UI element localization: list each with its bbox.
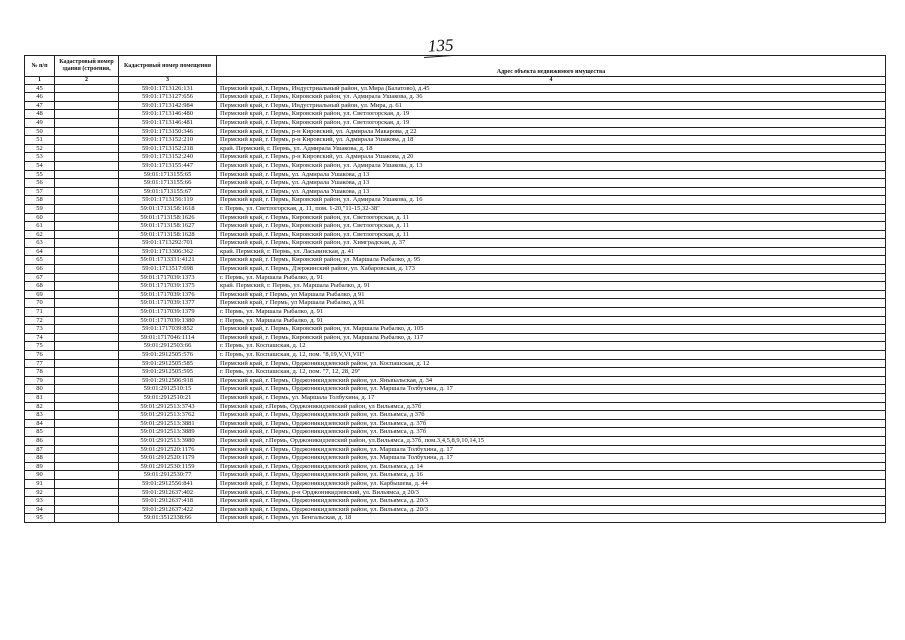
room-cadastral-cell: 59:01:2912505:585 [119,359,217,368]
room-cadastral-cell: 59:01:2912637:418 [119,497,217,506]
table-row [25,454,886,463]
row-number-cell: 93 [25,497,55,506]
row-number-cell: 46 [25,93,55,102]
building-cadastral-cell [55,273,119,282]
row-number-cell: 82 [25,402,55,411]
address-cell: Пермский край, г. Пермь, Орджоникидзевский район, ул. Яньвыльская, д. 34 [217,376,886,385]
address-cell: Пермский край, г. Пермь, Орджоникидзевский район, ул. Карбышева, д. 44 [217,479,886,488]
row-number-cell: 52 [25,144,55,153]
building-cadastral-cell [55,101,119,110]
address-cell: Пермский край, г. Пермь, Орджоникидзевский район, ул. Вильямса, д. 37б [217,428,886,437]
row-number-cell: 64 [25,247,55,256]
building-cadastral-cell [55,127,119,136]
room-cadastral-cell: 59:01:1713156:119 [119,196,217,205]
table-row [25,497,886,506]
address-cell: Пермский край, г. Пермь, ул. Адмирала Ушакова, д 13 [217,187,886,196]
table-row [25,204,886,213]
building-cadastral-cell [55,179,119,188]
row-number-cell: 59 [25,204,55,213]
building-cadastral-cell [55,393,119,402]
table-row [25,84,886,93]
building-cadastral-cell [55,93,119,102]
address-cell: Пермский край, г. Пермь, р-н Кировский, ул. Адмирала Ушакова, д 20 [217,153,886,162]
row-number-cell: 84 [25,419,55,428]
row-number-cell: 71 [25,308,55,317]
address-cell: Пермский край, г. Пермь, Орджоникидзевский район, ул. Вильямса, д. 20/3 [217,505,886,514]
room-cadastral-cell: 59:01:1713152:218 [119,144,217,153]
row-number-cell: 65 [25,256,55,265]
room-cadastral-cell: 59:01:1713127:656 [119,93,217,102]
building-cadastral-cell [55,299,119,308]
building-cadastral-cell [55,196,119,205]
table-row [25,411,886,420]
row-number-cell: 88 [25,454,55,463]
row-number-cell: 53 [25,153,55,162]
row-number-cell: 95 [25,514,55,523]
table-row [25,127,886,136]
row-number-cell: 63 [25,239,55,248]
address-cell: Пермский край, г. Пермь, Индустриальный район, ул.Мира (Балатово), д.45 [217,84,886,93]
table-row [25,239,886,248]
address-cell: Пермский край, г. Пермь, р-н Кировский, ул. Адмирала Ушакова, д 18 [217,136,886,145]
header-num: № п/п [25,56,55,77]
address-cell: Пермский край, г. Пермь, Кировский район, ул. Маршала Рыбалко, д. 95 [217,256,886,265]
register-body [25,84,886,522]
room-cadastral-cell: 59:01:1717039:852 [119,325,217,334]
row-number-cell: 75 [25,342,55,351]
room-cadastral-cell: 59:01:1713155:65 [119,170,217,179]
table-row [25,514,886,523]
building-cadastral-cell [55,436,119,445]
row-number-cell: 47 [25,101,55,110]
column-number: 2 [55,77,119,85]
address-cell: Пермский край, г. Пермь, Кировский район, ул. Светлогорская, д. 11 [217,230,886,239]
address-cell: Пермский край, г. Пермь, Кировский район, ул. Светлогорская, д. 19 [217,118,886,127]
row-number-cell: 57 [25,187,55,196]
table-row [25,273,886,282]
address-cell: край. Пермский, г. Пермь, ул. Адмирала Ушакова, д. 18 [217,144,886,153]
address-cell: г. Пермь, ул. Маршала Рыбалко, д. 91 [217,316,886,325]
row-number-cell: 67 [25,273,55,282]
building-cadastral-cell [55,333,119,342]
address-cell: Пермский край, г. Пермь, Орджоникидзевский район, ул. Маршала Толбухина, д. 17 [217,445,886,454]
building-cadastral-cell [55,84,119,93]
row-number-cell: 90 [25,471,55,480]
row-number-cell: 60 [25,213,55,222]
room-cadastral-cell: 59:01:1713292:701 [119,239,217,248]
room-cadastral-cell: 59:01:2912520:1179 [119,454,217,463]
building-cadastral-cell [55,351,119,360]
building-cadastral-cell [55,239,119,248]
room-cadastral-cell: 59:01:1713152:210 [119,136,217,145]
room-cadastral-cell: 59:01:2912513:3980 [119,436,217,445]
table-row [25,436,886,445]
address-cell: Пермский край, г. Пермь, Кировский район, ул. Адмирала Ушакова, д. 13 [217,161,886,170]
table-row [25,265,886,274]
building-cadastral-cell [55,479,119,488]
room-cadastral-cell: 59:01:2912505:595 [119,368,217,377]
column-number: 3 [119,77,217,85]
row-number-cell: 79 [25,376,55,385]
table-row [25,376,886,385]
room-cadastral-cell: 59:01:2912510:21 [119,393,217,402]
room-cadastral-cell: 59:01:1717046:1114 [119,333,217,342]
building-cadastral-cell [55,265,119,274]
room-cadastral-cell: 59:01:2912513:3743 [119,402,217,411]
building-cadastral-cell [55,376,119,385]
building-cadastral-cell [55,488,119,497]
room-cadastral-cell: 59:01:1713146:480 [119,110,217,119]
row-number-cell: 54 [25,161,55,170]
table-row [25,93,886,102]
row-number-cell: 89 [25,462,55,471]
address-cell: г. Пермь, ул. Коспашская, д. 12 [217,342,886,351]
row-number-cell: 91 [25,479,55,488]
room-cadastral-cell: 59:01:2912513:3881 [119,419,217,428]
building-cadastral-cell [55,368,119,377]
row-number-cell: 94 [25,505,55,514]
table-row [25,290,886,299]
address-cell: Пермский край, г. Пермь, Орджоникидзевский район, ул. Вильямса, д. 20/3 [217,497,886,506]
row-number-cell: 55 [25,170,55,179]
address-cell: Пермский край, г. Пермь, Кировский район, ул. Маршала Рыбалко, д. 105 [217,325,886,334]
address-cell: Пермский край, г. Пермь, ул. Маршала Толбухина, д. 17 [217,393,886,402]
row-number-cell: 70 [25,299,55,308]
address-cell: Пермский край, г. Пермь, ул. Бенгальская, д. 18 [217,514,886,523]
table-row [25,187,886,196]
table-row [25,462,886,471]
building-cadastral-cell [55,359,119,368]
address-cell: Пермский край, г.Пермь, Орджоникидзевский район, ул Вильямса, д.37б [217,402,886,411]
table-row [25,170,886,179]
building-cadastral-cell [55,161,119,170]
row-number-cell: 86 [25,436,55,445]
table-row [25,359,886,368]
row-number-cell: 69 [25,290,55,299]
address-cell: г. Пермь, ул. Светлогорская, д. 11, пом. 1-20,"11-15,32-38" [217,204,886,213]
room-cadastral-cell: 59:01:1713331:4121 [119,256,217,265]
room-cadastral-cell: 59:01:2912503:66 [119,342,217,351]
room-cadastral-cell: 59:01:1717039:1373 [119,273,217,282]
address-cell: Пермский край, г Пермь, ул Маршала Рыбалко, д 91 [217,290,886,299]
table-row [25,213,886,222]
property-register-table [24,55,886,523]
header-room-cadastral: Кадастровый номер помещения [119,56,217,77]
building-cadastral-cell [55,325,119,334]
building-cadastral-cell [55,402,119,411]
table-row [25,110,886,119]
row-number-cell: 45 [25,84,55,93]
building-cadastral-cell [55,118,119,127]
table-row [25,316,886,325]
row-number-cell: 56 [25,179,55,188]
address-cell: Пермский край, г.Пермь, Орджоникидзевский район, ул.Вильямса, д.37б, пом.3,4,5,8,9,10,14,15 [217,436,886,445]
address-cell: Пермский край, г. Пермь, Кировский район, ул. Светлогорская, д. 19 [217,110,886,119]
table-row [25,144,886,153]
row-number-cell: 49 [25,118,55,127]
address-cell: Пермский край, г. Пермь, Дзержинский район, ул. Хабаровская, д. 173 [217,265,886,274]
table-row [25,101,886,110]
room-cadastral-cell: 59:01:1713158:1626 [119,213,217,222]
table-row [25,488,886,497]
address-cell: Пермский край, г. Пермь, р-н Кировский, ул. Адмирала Макарова, д 22 [217,127,886,136]
row-number-cell: 92 [25,488,55,497]
room-cadastral-cell: 59:01:1717039:1380 [119,316,217,325]
room-cadastral-cell: 59:01:2912530:1159 [119,462,217,471]
room-cadastral-cell: 59:01:2912513:3762 [119,411,217,420]
address-cell: г. Пермь, ул. Маршала Рыбалко, д. 91 [217,308,886,317]
building-cadastral-cell [55,505,119,514]
building-cadastral-cell [55,316,119,325]
table-row [25,136,886,145]
table-row [25,256,886,265]
room-cadastral-cell: 59:01:1717039:1375 [119,282,217,291]
address-cell: Пермский край, г. Пермь, Кировский район, ул. Светлогорская, д. 11 [217,222,886,231]
table-row [25,471,886,480]
building-cadastral-cell [55,411,119,420]
building-cadastral-cell [55,153,119,162]
room-cadastral-cell: 59:01:1717039:1379 [119,308,217,317]
address-cell: Пермский край, г. Пермь, Индустриальный район, ул. Мира, д. 61 [217,101,886,110]
room-cadastral-cell: 59:01:1717039:1376 [119,290,217,299]
table-row [25,196,886,205]
room-cadastral-cell: 59:01:1713155:447 [119,161,217,170]
table-row [25,153,886,162]
address-cell: г. Пермь, ул. Коспашская, д. 12, пом. "7, 12, 28, 29" [217,368,886,377]
building-cadastral-cell [55,222,119,231]
address-cell: Пермский край, г. Пермь, Орджоникидзевский район, ул. Вильямса, д. 16 [217,471,886,480]
room-cadastral-cell: 59:01:2912505:576 [119,351,217,360]
row-number-cell: 48 [25,110,55,119]
table-row [25,308,886,317]
building-cadastral-cell [55,170,119,179]
room-cadastral-cell: 59:01:1713142:984 [119,101,217,110]
row-number-cell: 51 [25,136,55,145]
row-number-cell: 61 [25,222,55,231]
row-number-cell: 73 [25,325,55,334]
address-cell: Пермский край, г. Пермь, Орджоникидзевский район, ул. Коспашская, д. 12 [217,359,886,368]
table-row [25,118,886,127]
row-number-cell: 77 [25,359,55,368]
column-number: 1 [25,77,55,85]
address-cell: Пермский край, г. Пермь, Кировский район, ул. Адмирала Ушакова, д. 36 [217,93,886,102]
building-cadastral-cell [55,110,119,119]
row-number-cell: 85 [25,428,55,437]
room-cadastral-cell: 59:01:1713517:698 [119,265,217,274]
building-cadastral-cell [55,308,119,317]
room-cadastral-cell: 59:01:1713158:1628 [119,230,217,239]
table-row [25,222,886,231]
row-number-cell: 76 [25,351,55,360]
row-number-cell: 80 [25,385,55,394]
building-cadastral-cell [55,428,119,437]
address-cell: г. Пермь, ул. Коспашская, д. 12, пом. "8,19,V,VI,VII" [217,351,886,360]
page-number: 135 [427,35,454,56]
address-cell: Пермский край, г Пермь, ул Маршала Рыбалко, д 91 [217,299,886,308]
row-number-cell: 72 [25,316,55,325]
header-address: Адрес объекта недвижимого имущества [217,56,886,77]
table-row [25,161,886,170]
building-cadastral-cell [55,256,119,265]
building-cadastral-cell [55,497,119,506]
room-cadastral-cell: 59:01:1717039:1377 [119,299,217,308]
room-cadastral-cell: 59:01:1713126:131 [119,84,217,93]
row-number-cell: 58 [25,196,55,205]
room-cadastral-cell: 59:01:1713158:1618 [119,204,217,213]
row-number-cell: 66 [25,265,55,274]
address-cell: Пермский край, г. Пермь, ул. Адмирала Ушакова, д 13 [217,179,886,188]
address-cell: Пермский край, г. Пермь, Орджоникидзевский район, ул. Маршала Толбухина, д. 17 [217,454,886,463]
table-row [25,333,886,342]
row-number-cell: 62 [25,230,55,239]
row-number-cell: 81 [25,393,55,402]
building-cadastral-cell [55,136,119,145]
building-cadastral-cell [55,419,119,428]
table-row [25,325,886,334]
room-cadastral-cell: 59:01:2912530:77 [119,471,217,480]
table-row [25,247,886,256]
address-cell: край. Пермский, г. Пермь, ул. Маршала Рыбалко, д. 91 [217,282,886,291]
building-cadastral-cell [55,445,119,454]
building-cadastral-cell [55,144,119,153]
room-cadastral-cell: 59:01:1713306:362 [119,247,217,256]
table-row [25,179,886,188]
column-number: 4 [217,77,886,85]
building-cadastral-cell [55,454,119,463]
address-cell: Пермский край, г. Пермь, Кировский район, ул. Адмирала Ушакова, д. 16 [217,196,886,205]
room-cadastral-cell: 59:01:2912556:841 [119,479,217,488]
building-cadastral-cell [55,471,119,480]
building-cadastral-cell [55,342,119,351]
building-cadastral-cell [55,514,119,523]
table-row [25,479,886,488]
room-cadastral-cell: 59:01:2912510:15 [119,385,217,394]
address-cell: Пермский край, г. Пермь, Орджоникидзевский район, ул. Вильямса, д 37б [217,411,886,420]
address-cell: Пермский край, г. Пермь, Орджоникидзевский район, ул. Вильямса, д. 14 [217,462,886,471]
row-number-cell: 50 [25,127,55,136]
address-cell: г. Пермь, ул. Маршала Рыбалко, д. 91 [217,273,886,282]
row-number-cell: 83 [25,411,55,420]
room-cadastral-cell: 59:01:2912637:422 [119,505,217,514]
room-cadastral-cell: 59:01:1713158:1627 [119,222,217,231]
address-cell: Пермский край, г. Пермь, р-н Орджоникидзевский, ул. Вильямса, д 20/3 [217,488,886,497]
table-row [25,419,886,428]
table-row [25,402,886,411]
row-number-cell: 68 [25,282,55,291]
row-number-cell: 87 [25,445,55,454]
building-cadastral-cell [55,247,119,256]
row-number-cell: 74 [25,333,55,342]
room-cadastral-cell: 59:01:2912513:3889 [119,428,217,437]
building-cadastral-cell [55,290,119,299]
table-row [25,230,886,239]
room-cadastral-cell: 59:01:1713152:240 [119,153,217,162]
table-row [25,368,886,377]
table-row [25,351,886,360]
building-cadastral-cell [55,213,119,222]
room-cadastral-cell: 59:01:1713146:481 [119,118,217,127]
table-row [25,299,886,308]
building-cadastral-cell [55,187,119,196]
table-row [25,342,886,351]
address-cell: Пермский край, г. Пермь, Кировский район, ул. Маршала Рыбалко, д. 117 [217,333,886,342]
address-cell: Пермский край, г. Пермь, ул. Адмирала Ушакова, д 13 [217,170,886,179]
table-row [25,428,886,437]
table-row [25,393,886,402]
room-cadastral-cell: 59:01:1713155:67 [119,187,217,196]
building-cadastral-cell [55,282,119,291]
table-row [25,385,886,394]
table-row [25,282,886,291]
header-row [25,56,886,77]
address-cell: Пермский край, г. Пермь, Орджоникидзевский район, ул. Вильямса, д. 37б [217,419,886,428]
room-cadastral-cell: 59:01:3512338:66 [119,514,217,523]
building-cadastral-cell [55,230,119,239]
column-number-row [25,77,886,85]
room-cadastral-cell: 59:01:2912637:402 [119,488,217,497]
room-cadastral-cell: 59:01:1713155:66 [119,179,217,188]
room-cadastral-cell: 59:01:2912520:1176 [119,445,217,454]
address-cell: Пермский край, г. Пермь, Орджоникидзевский район, ул. Маршала Толбухина, д. 17 [217,385,886,394]
header-building-cadastral: Кадастровый номер здания (строения, [55,56,119,77]
building-cadastral-cell [55,385,119,394]
address-cell: Пермский край, г. Пермь, Кировский район, ул. Светлогорская, д. 11 [217,213,886,222]
building-cadastral-cell [55,204,119,213]
table-row [25,505,886,514]
room-cadastral-cell: 59:01:1713150:346 [119,127,217,136]
table-row [25,445,886,454]
room-cadastral-cell: 59:01:2912506:918 [119,376,217,385]
row-number-cell: 78 [25,368,55,377]
address-cell: край. Пермский, г. Пермь, ул. Ласьвинская, д. 41 [217,247,886,256]
address-cell: Пермский край, г. Пермь, Кировский район, ул. Химградская, д. 37 [217,239,886,248]
building-cadastral-cell [55,462,119,471]
